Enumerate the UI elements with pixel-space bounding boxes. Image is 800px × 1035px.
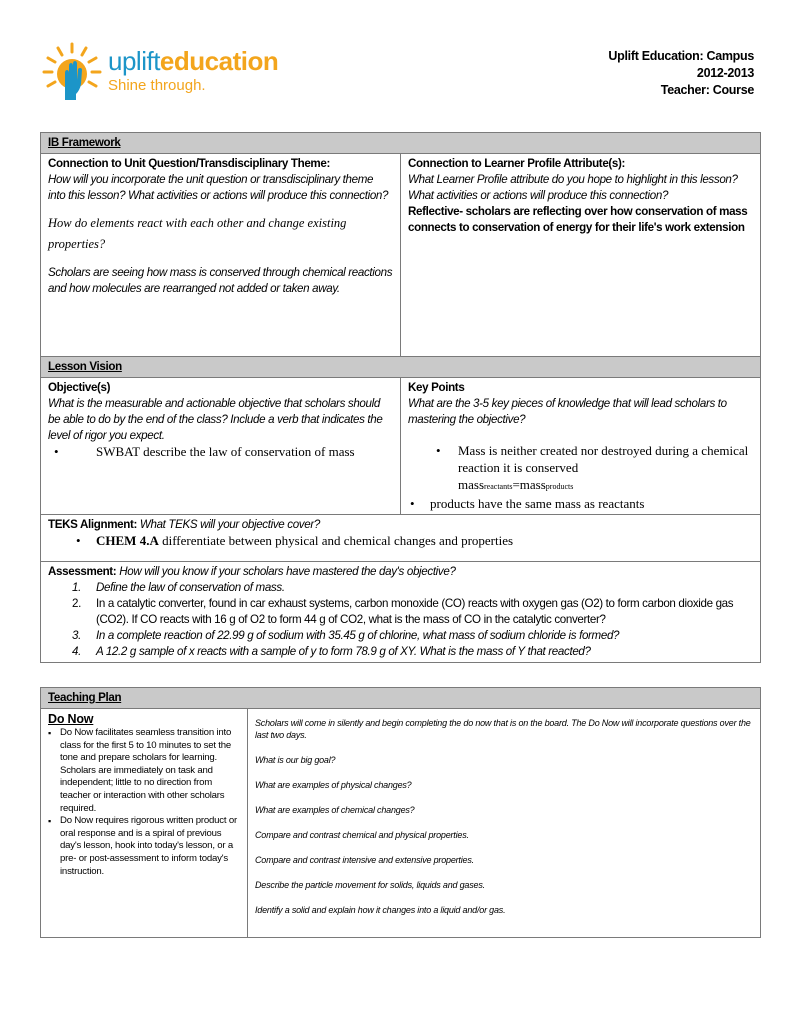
objective-bullet [48,444,393,460]
mass-word-1: mass [458,477,484,492]
objective-keypoints-row [41,378,761,515]
assessment-text: In a catalytic converter, found in car exhaust systems, carbon monoxide (CO) reacts with oxygen gas (O2) to form carbon dioxide gas (CO2). If CO reacts with 16 g of O2 to form 44 g of CO2, what is the mass of CO in the catalytic converter? [96,597,734,626]
bullet-icon: • [410,496,415,511]
lesson-vision-title: Lesson Vision [41,357,761,378]
objective-cell [41,378,401,515]
unit-question-prompt: How will you incorporate the unit question or transdisciplinary theme into this lesson? What activities or actions will produce this connection? [48,173,389,202]
do-now-row [41,709,761,938]
assessment-text: A 12.2 g sample of x reacts with a sample of y to form 78.9 g of XY. What is the mass of Y that reacted? [96,645,591,658]
header-info [608,48,754,99]
do-now-line: Compare and contrast intensive and extensive properties. [255,855,474,865]
logo-tagline: Shine through. [108,77,206,94]
assessment-label: Assessment: [48,565,117,578]
teks-text: differentiate between physical and chemical changes and properties [162,533,514,548]
logo-word-uplift: uplift [108,46,160,76]
assessment-prompt: How will you know if your scholars have mastered the day's objective? [119,565,456,578]
do-now-line: Describe the particle movement for solids, liquids and gases. [255,880,485,890]
assessment-cell [41,562,761,663]
objective-heading: Objective(s) [48,381,111,394]
teks-cell [41,515,761,562]
logo-wordmark [108,46,278,77]
assessment-number: 3. [72,629,81,642]
assessment-heading-line [48,564,753,580]
mass-subscript-2: products [545,482,574,491]
teacher-label: Teacher: Course [660,83,754,97]
mass-equation [458,476,753,495]
equals-sign: = [512,477,520,492]
key-point-2-text: products have the same mass as reactants [430,496,645,511]
teaching-plan-table [40,687,761,938]
do-now-line: What are examples of chemical changes? [255,805,415,815]
assessment-row [41,562,761,663]
ib-framework-row [41,154,761,357]
teaching-plan-header-row [41,688,761,709]
assessment-item [48,580,753,596]
learner-profile-cell [401,154,761,357]
assessment-text: Define the law of conservation of mass. [96,581,285,594]
key-point-1-text: Mass is neither created nor destroyed during a chemical reaction it is conserved [458,443,749,475]
teks-item [48,533,753,549]
assessment-number: 2. [72,597,81,610]
assessment-item [48,644,753,660]
teks-row [41,515,761,562]
objective-text: SWBAT describe the law of conservation of mass [96,444,355,459]
sun-hand-icon [42,42,102,102]
do-now-line: Scholars will come in silently and begin completing the do now that is on the board. The Do Now will incorporate questions over the last two days. [255,718,751,740]
learner-profile-heading: Connection to Learner Profile Attribute(s): [408,157,626,170]
do-now-guidance-bullet: ▪ Do Now requires rigorous written product or oral response and is a spiral of previous day's lesson, hook into today's lesson, or a pre- or post-assessment to inform today's instruction. [48,815,240,878]
uplift-education-logo [42,44,332,100]
do-now-guidance-cell [41,709,248,938]
teks-code: CHEM 4.A [96,533,159,548]
year-label: 2012-2013 [696,66,754,80]
lesson-plan-table [40,132,761,663]
key-points-heading: Key Points [408,381,465,394]
key-points-cell [401,378,761,515]
teks-prompt: What TEKS will your objective cover? [139,518,320,531]
unit-question-text: How do elements react with each other and change existing properties? [48,216,347,251]
do-now-heading: Do Now [48,712,94,726]
learner-profile-answer: Reflective- scholars are reflecting over how conservation of mass connects to conservation of energy for their life's work extension [408,205,748,234]
mass-subscript-1: reactants [484,482,513,491]
lesson-vision-header-row [41,357,761,378]
mass-word-2: mass [519,477,546,492]
do-now-line: What is our big goal? [255,755,336,765]
objective-prompt: What is the measurable and actionable objective that scholars should be able to do by the end of the class? Include a verb that indicates the level of rigor you expect. [48,397,383,442]
assessment-text: In a complete reaction of 22.99 g of sodium with 35.45 g of chlorine, what mass of sodium chloride is formed? [96,629,620,642]
logo-word-education: education [159,46,279,76]
unit-question-answer: Scholars are seeing how mass is conserved through chemical reactions and how molecules are rearranged not added or taken away. [48,266,393,295]
assessment-number: 4. [72,645,81,658]
teks-heading-line [48,517,753,533]
ib-framework-title: IB Framework [41,133,761,154]
key-point-2 [408,495,753,512]
key-point-1 [408,442,753,495]
bullet-icon: • [76,533,81,548]
do-now-guidance-bullet: ▪ Do Now facilitates seamless transition into class for the first 5 to 10 minutes to set the tone and prepare scholars for learning. Scholars are immediately on task and independent; little to no direction from teacher or interaction with other scholars required. [48,727,240,815]
do-now-content-cell [248,709,761,938]
key-points-prompt: What are the 3-5 key pieces of knowledge that will lead scholars to mastering the objective? [408,397,727,426]
do-now-line: Compare and contrast chemical and physical properties. [255,830,469,840]
learner-profile-prompt: What Learner Profile attribute do you hope to highlight in this lesson? What activities or actions will produce this connection? [408,173,738,202]
do-now-line: What are examples of physical changes? [255,780,412,790]
unit-question-cell [41,154,401,357]
assessment-item [48,596,753,628]
ib-framework-header-row [41,133,761,154]
bullet-icon: • [436,443,441,458]
assessment-number: 1. [72,581,81,594]
assessment-item [48,628,753,644]
campus-label: Uplift Education: Campus [608,49,754,63]
unit-question-heading: Connection to Unit Question/Transdisciplinary Theme: [48,157,330,170]
do-now-line: Identify a solid and explain how it changes into a liquid and/or gas. [255,905,506,915]
teaching-plan-title: Teaching Plan [41,688,761,709]
teks-label: TEKS Alignment: [48,518,138,531]
